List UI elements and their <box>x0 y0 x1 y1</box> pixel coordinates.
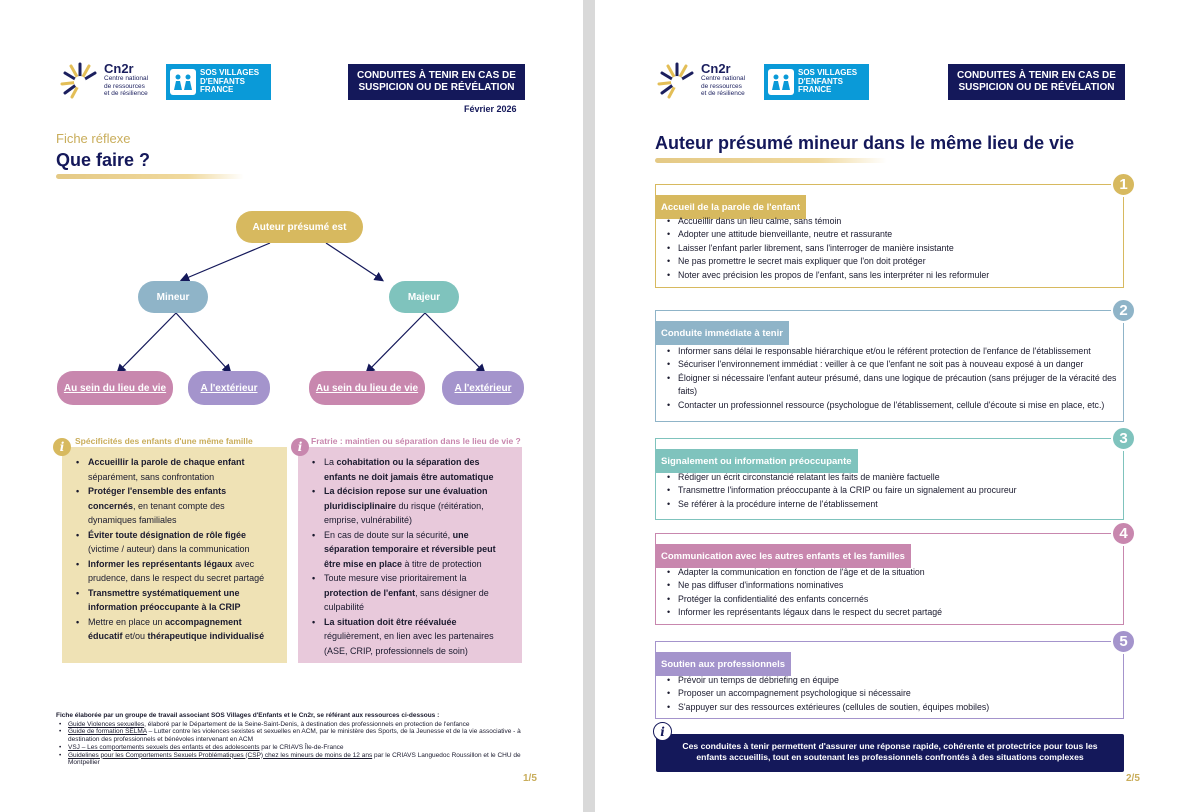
info-icon: i <box>291 438 309 456</box>
list-item: • Noter avec précision les propos de l'enfant, sans les interpréter ni les reformuler <box>664 269 1119 282</box>
cn2r-sub-1: Centre national <box>701 75 746 83</box>
list-item-text[interactable]: Guide Violences sexuelles <box>68 720 145 728</box>
conclusion-box: Ces conduites à tenir permettent d'assurer une réponse rapide, cohérente et protectrice pour tous les enfants accueillis, tout en soutenant les professionnels confrontés à des situations complexes <box>656 734 1124 772</box>
title-underline <box>655 158 887 163</box>
list-item-text[interactable]: Guide de formation SELMA <box>68 728 147 736</box>
sos-line-3: FRANCE <box>798 85 832 95</box>
list-item <box>56 752 536 767</box>
section-list <box>664 345 1119 412</box>
header-line-2: SUSPICION OU DE RÉVÉLATION <box>358 82 515 93</box>
list-item-text: – Lutter contre les violences sexistes et sexuelles en ACM, par le ministère des Sports, de la Jeunesse et de la vie associative - à destination des professionnels et bénévoles intervenant en ACM <box>68 728 521 744</box>
list-item-text: régulièrement, en lien avec les partenaires (ASE, CRIP, professionnels de soin) <box>324 631 494 656</box>
list-item: • Se référer à la procédure interne de l'établissement <box>664 498 1119 511</box>
list-item-text: une séparation temporaire et réversible peut être mise en place <box>324 529 496 569</box>
list-item: • Sécuriser l'environnement immédiat : veiller à ce que l'enfant ne soit pas à nouveau exposé à un danger <box>664 358 1119 371</box>
page-1 <box>0 0 583 812</box>
list-item-text: Informer les représentants légaux <box>88 558 233 569</box>
list-item <box>312 484 508 528</box>
list-item-text: La <box>324 457 337 467</box>
list-item-text: , en tenant compte des dynamiques familiales <box>88 500 225 525</box>
siblings-list <box>76 455 273 644</box>
list-item <box>56 721 536 729</box>
list-item <box>312 615 508 659</box>
list-item <box>76 528 273 557</box>
list-item-text: Accueillir la parole de chaque enfant <box>88 457 245 467</box>
info-icon: i <box>653 722 672 741</box>
list-item <box>56 728 536 743</box>
info-icon: i <box>53 438 71 456</box>
section-label: Accueil de la parole de l'enfant <box>655 195 806 219</box>
list-item-text: accompagnement éducatif <box>88 616 242 641</box>
fratrie-list <box>312 455 508 658</box>
tree-node-majeur: Majeur <box>389 281 459 313</box>
link-majeur-inside[interactable]: Au sein du lieu de vie <box>309 371 425 405</box>
page-number: 2/5 <box>1126 773 1140 784</box>
list-item: • Rédiger un écrit circonstancié relatant les faits de manière factuelle <box>664 471 1119 484</box>
list-item: • Éloigner si nécessaire l'enfant auteur présumé, dans une logique de précaution (sans préjuger de la véracité des faits) <box>664 372 1119 399</box>
cn2r-sub-2: de ressources <box>104 82 145 90</box>
procedure-section <box>655 310 1124 422</box>
list-item-text: et/ou <box>122 631 148 641</box>
list-item-text: par le CRIAVS Île-de-France <box>259 743 344 751</box>
list-item: • Ne pas diffuser d'informations nominatives <box>664 579 1119 592</box>
list-item: • Protéger la confidentialité des enfants concernés <box>664 593 1119 606</box>
list-item: • Transmettre l'information préoccupante à la CRIP ou faire un signalement au procureur <box>664 484 1119 497</box>
list-item-text: , sans désigner de culpabilité <box>324 587 489 612</box>
list-item: • S'appuyer sur des ressources extérieures (cellules de soutien, équipes mobiles) <box>664 701 1119 714</box>
link-mineur-outside[interactable]: A l'extérieur <box>188 371 270 405</box>
tree-arrows <box>0 0 583 420</box>
page-2 <box>595 0 1178 812</box>
list-item-text[interactable]: VSJ – Les comportements sexuels des enfants et des adolescents <box>68 743 260 751</box>
procedure-section <box>655 184 1124 288</box>
list-item: • Informer les représentants légaux dans le respect du secret partagé <box>664 606 1119 619</box>
list-item-text: du risque (réitération, emprise, vulnérabilité) <box>324 500 484 525</box>
list-item <box>76 557 273 586</box>
cn2r-sub-1: Centre national <box>104 75 149 83</box>
list-item <box>76 455 273 484</box>
section-number-badge: 5 <box>1111 629 1136 654</box>
header-line-1: CONDUITES À TENIR EN CAS DE <box>357 70 516 81</box>
info-box-fratrie-title: Fratrie : maintien ou séparation dans le lieu de vie ? <box>311 436 521 446</box>
list-item-text: , élaboré par le Département de la Seine-Saint-Denis, à destination des professionnels en protection de l'enfance <box>144 720 470 728</box>
list-item-text: Protéger l'ensemble des enfants concernés <box>88 486 227 511</box>
section-label: Conduite immédiate à tenir <box>655 321 789 345</box>
list-item: • Adapter la communication en fonction de l'âge et de la situation <box>664 566 1119 579</box>
list-item-text: protection de l'enfant <box>324 587 416 598</box>
section-label: Signalement ou information préoccupante <box>655 449 858 473</box>
list-item-text: (victime / auteur) dans la communication <box>88 544 250 554</box>
section-list <box>664 674 1119 714</box>
section-list <box>664 566 1119 620</box>
cn2r-sub-3: et de résilience <box>701 90 745 98</box>
section-label: Communication avec les autres enfants et les familles <box>655 544 911 568</box>
sources-lead: Fiche élaborée par un groupe de travail associant SOS Villages d'Enfants et le Cn2r, se référant aux ressources ci-dessous : <box>56 712 440 719</box>
sos-line-1: SOS VILLAGES <box>200 68 260 78</box>
list-item-text: Mettre en place un <box>88 616 166 627</box>
sos-line-3: FRANCE <box>200 85 234 95</box>
list-item <box>56 744 536 752</box>
publication-date: Février 2026 <box>464 104 517 114</box>
link-mineur-inside[interactable]: Au sein du lieu de vie <box>57 371 173 405</box>
fiche-label: Fiche réflexe <box>56 131 131 146</box>
cn2r-sub-3: et de résilience <box>104 90 148 98</box>
cn2r-sun-icon <box>657 60 697 100</box>
list-item-text: Transmettre systématiquement une information préoccupante à la CRIP <box>88 587 241 612</box>
info-box-siblings-title: Spécificités des enfants d'une même famille <box>75 436 253 446</box>
sos-line-2: D'ENFANTS <box>798 76 844 86</box>
section-number-badge: 3 <box>1111 426 1136 451</box>
list-item <box>312 571 508 615</box>
list-item <box>312 528 508 572</box>
section-number-badge: 4 <box>1111 521 1136 546</box>
procedure-section <box>655 438 1124 520</box>
list-item: • Proposer un accompagnement psychologique si nécessaire <box>664 687 1119 700</box>
list-item: • Contacter un professionnel ressource (psychologue de l'établissement, cellule d'écoute si mise en place, etc.) <box>664 399 1119 412</box>
page-title: Que faire ? <box>56 150 151 170</box>
section-list <box>664 215 1119 282</box>
section-number-badge: 2 <box>1111 298 1136 323</box>
cn2r-sub-2: de ressources <box>701 82 742 90</box>
header-box <box>948 64 1125 100</box>
list-item <box>76 586 273 615</box>
link-majeur-outside[interactable]: A l'extérieur <box>442 371 524 405</box>
list-item: • Prévoir un temps de débriefing en équipe <box>664 674 1119 687</box>
tree-root: Auteur présumé est <box>236 211 363 243</box>
cn2r-name: Cn2r <box>104 61 134 77</box>
info-box-fratrie <box>298 447 522 663</box>
list-item-text: Éviter toute désignation de rôle figée <box>88 529 247 540</box>
section-number-badge: 1 <box>1111 172 1136 197</box>
list-item <box>312 455 508 484</box>
header-line-2: SUSPICION OU DE RÉVÉLATION <box>958 82 1115 93</box>
page-number: 1/5 <box>523 773 537 784</box>
list-item-text: La décision repose sur une évaluation pluridisciplinaire <box>324 486 488 511</box>
page-title: Auteur présumé mineur dans le même lieu de vie <box>655 133 1075 153</box>
list-item <box>76 484 273 528</box>
list-item-text: cohabitation ou la séparation des enfants ne doit jamais être automatique <box>324 457 494 482</box>
tree-node-mineur: Mineur <box>138 281 208 313</box>
sos-villages-logo <box>764 64 869 100</box>
list-item-text: Toute mesure vise prioritairement la <box>324 573 467 583</box>
list-item: • Laisser l'enfant parler librement, sans l'interroger de manière insistante <box>664 242 1119 255</box>
list-item: • Adopter une attitude bienveillante, neutre et rassurante <box>664 228 1119 241</box>
list-item-text: à titre de protection <box>402 558 482 569</box>
cn2r-name: Cn2r <box>701 61 731 77</box>
sos-line-1: SOS VILLAGES <box>798 68 858 78</box>
list-item-text: séparément, sans confrontation <box>88 471 215 482</box>
list-item: • Ne pas promettre le secret mais expliquer que l'on doit protéger <box>664 255 1119 268</box>
list-item: • Accueillir dans un lieu calme, sans témoin <box>664 215 1119 228</box>
procedure-section <box>655 533 1124 625</box>
list-item-text[interactable]: Guidelines pour les Comportements Sexuels Problématiques (CSP) chez les mineurs de moins de 12 ans <box>68 751 373 759</box>
sos-children-icon <box>768 69 794 95</box>
list-item-text: En cas de doute sur la sécurité, <box>324 529 453 540</box>
list-item <box>76 615 273 644</box>
header-line-1: CONDUITES À TENIR EN CAS DE <box>957 70 1116 81</box>
sources-list <box>56 721 536 767</box>
sos-line-2: D'ENFANTS <box>200 76 246 86</box>
section-list <box>664 471 1119 511</box>
info-box-siblings <box>62 447 287 663</box>
sources-footer <box>56 712 536 767</box>
list-item-text: par le CRIAVS Languedoc Roussillon et le CHU de Montpellier <box>68 751 521 767</box>
section-label: Soutien aux professionnels <box>655 652 791 676</box>
cn2r-logo <box>657 60 745 100</box>
list-item-text: avec prudence, dans le respect du secret partagé <box>88 558 265 583</box>
procedure-section <box>655 641 1124 719</box>
list-item-text: La situation doit être réévaluée <box>324 616 457 627</box>
list-item-text: thérapeutique individualisé <box>147 631 265 641</box>
list-item: • Informer sans délai le responsable hiérarchique et/ou le référent protection de l'enfance de l'établissement <box>664 345 1119 358</box>
